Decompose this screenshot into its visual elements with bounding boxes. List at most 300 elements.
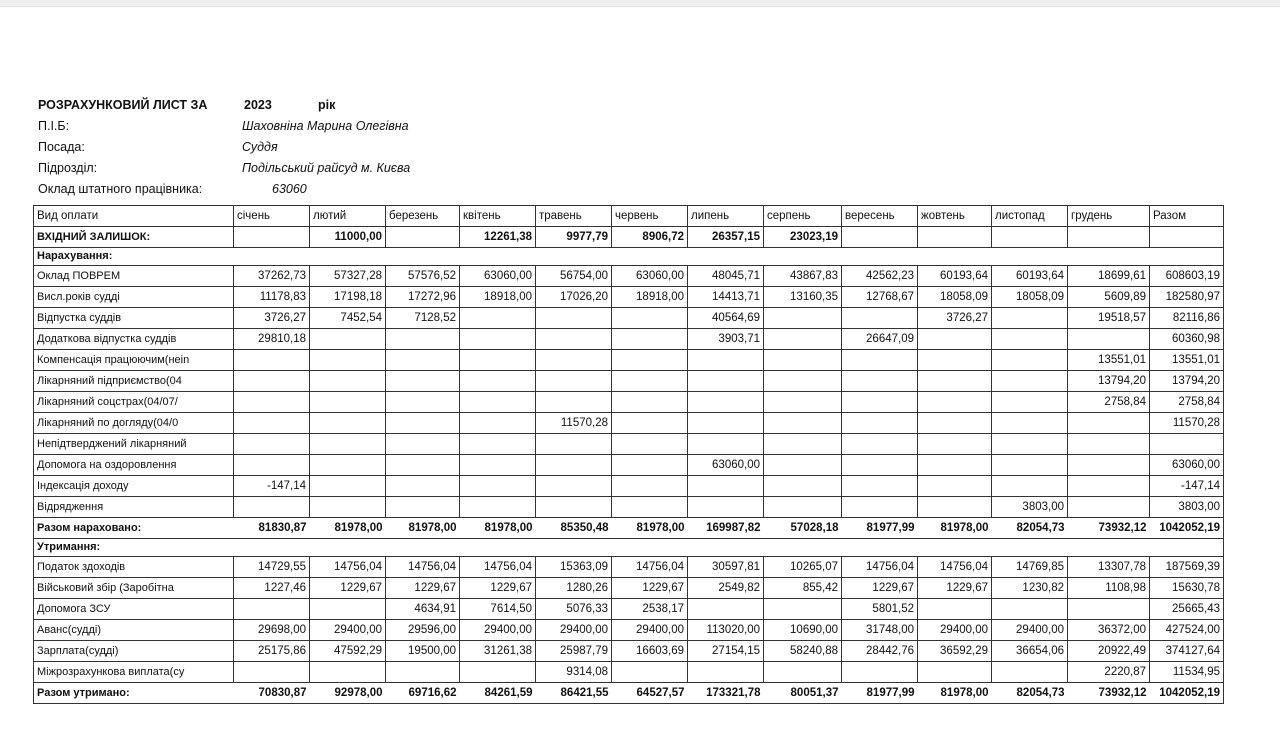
table-cell	[992, 371, 1068, 392]
table-cell	[764, 476, 842, 497]
table-cell: 73932,12	[1068, 518, 1150, 539]
table-cell	[842, 227, 918, 248]
table-cell	[992, 350, 1068, 371]
table-cell	[842, 497, 918, 518]
table-cell	[460, 434, 536, 455]
column-header: жовтень	[918, 206, 992, 227]
table-cell	[536, 350, 612, 371]
table-cell	[1150, 434, 1224, 455]
table-cell	[842, 350, 918, 371]
table-cell: 14756,04	[612, 557, 688, 578]
table-cell: 70830,87	[234, 683, 310, 704]
table-cell	[688, 248, 764, 266]
table-cell	[310, 329, 386, 350]
table-cell: 29400,00	[612, 620, 688, 641]
table-cell	[688, 476, 764, 497]
table-cell: 4634,91	[386, 599, 460, 620]
field-department	[38, 161, 738, 182]
table-cell: 14756,04	[918, 557, 992, 578]
table-cell	[688, 371, 764, 392]
table-cell: 81830,87	[234, 518, 310, 539]
table-cell: 13307,78	[1068, 557, 1150, 578]
table-cell	[992, 413, 1068, 434]
table-cell	[1068, 248, 1150, 266]
table-cell	[688, 497, 764, 518]
table-cell	[386, 248, 460, 266]
table-cell	[310, 371, 386, 392]
table-cell: 169987,82	[688, 518, 764, 539]
table-cell: -147,14	[1150, 476, 1224, 497]
row-label: Індексація доходу	[34, 476, 234, 497]
table-cell	[234, 662, 310, 683]
table-cell	[536, 308, 612, 329]
table-cell: 82054,73	[992, 683, 1068, 704]
title-row	[38, 98, 738, 119]
column-header: березень	[386, 206, 460, 227]
table-cell	[386, 434, 460, 455]
table-cell: 86421,55	[536, 683, 612, 704]
table-cell: 15363,09	[536, 557, 612, 578]
table-cell	[842, 392, 918, 413]
table-cell: 30597,81	[688, 557, 764, 578]
table-cell	[460, 350, 536, 371]
table-cell: 25665,43	[1150, 599, 1224, 620]
table-cell	[386, 497, 460, 518]
table-cell: 173321,78	[688, 683, 764, 704]
table-cell	[918, 662, 992, 683]
table-cell	[992, 455, 1068, 476]
table-cell	[764, 329, 842, 350]
table-cell: 63060,00	[460, 266, 536, 287]
table-cell: 14769,85	[992, 557, 1068, 578]
table-cell: 1229,67	[386, 578, 460, 599]
row-label: Податок здоходів	[34, 557, 234, 578]
table-cell: 11570,28	[1150, 413, 1224, 434]
table-cell: 12261,38	[460, 227, 536, 248]
column-header: лютий	[310, 206, 386, 227]
table-cell: 81978,00	[612, 518, 688, 539]
table-cell	[842, 662, 918, 683]
table-cell	[1068, 434, 1150, 455]
field-name	[38, 119, 738, 140]
table-cell	[612, 350, 688, 371]
document-year-suffix: рік	[318, 98, 336, 112]
table-cell: 1042052,19	[1150, 518, 1224, 539]
table-cell	[918, 539, 992, 557]
table-cell	[688, 350, 764, 371]
table-cell	[918, 455, 992, 476]
table-cell: 182580,97	[1150, 287, 1224, 308]
field-position	[38, 140, 738, 161]
table-cell	[386, 539, 460, 557]
table-cell: 7452,54	[310, 308, 386, 329]
table-cell	[386, 476, 460, 497]
column-header-payment-type: Вид оплати	[34, 206, 234, 227]
table-cell: 11534,95	[1150, 662, 1224, 683]
section-deductions	[34, 539, 1224, 557]
row-label: Додаткова відпустка суддів	[34, 329, 234, 350]
table-cell	[918, 227, 992, 248]
table-cell: 3803,00	[992, 497, 1068, 518]
table-cell	[688, 413, 764, 434]
document-title: РОЗРАХУНКОВИЙ ЛИСТ ЗА	[38, 98, 208, 112]
table-row	[34, 371, 1224, 392]
table-cell	[918, 392, 992, 413]
table-row	[34, 497, 1224, 518]
table-row	[34, 557, 1224, 578]
table-cell: 31261,38	[460, 641, 536, 662]
table-cell	[1068, 539, 1150, 557]
row-label: Допомога на оздоровлення	[34, 455, 234, 476]
table-cell: 58240,88	[764, 641, 842, 662]
table-cell	[992, 434, 1068, 455]
table-cell	[612, 371, 688, 392]
table-cell: 3903,71	[688, 329, 764, 350]
field-label: Посада:	[38, 140, 85, 154]
table-cell: 18058,09	[992, 287, 1068, 308]
table-cell: 13160,35	[764, 287, 842, 308]
field-value: Суддя	[242, 140, 278, 154]
table-cell: 608603,19	[1150, 266, 1224, 287]
table-cell	[460, 392, 536, 413]
row-label: Компенсація працюючим(нein	[34, 350, 234, 371]
table-cell: 60193,64	[992, 266, 1068, 287]
row-label: Разом утримано:	[34, 683, 234, 704]
column-header: серпень	[764, 206, 842, 227]
table-cell: 57576,52	[386, 266, 460, 287]
table-row	[34, 476, 1224, 497]
table-row	[34, 662, 1224, 683]
row-label: Міжрозрахункова виплата(су	[34, 662, 234, 683]
table-cell: 113020,00	[688, 620, 764, 641]
table-cell	[764, 350, 842, 371]
table-cell: 81978,00	[460, 518, 536, 539]
table-cell	[612, 308, 688, 329]
column-header: травень	[536, 206, 612, 227]
table-cell: 18058,09	[918, 287, 992, 308]
table-cell: 11570,28	[536, 413, 612, 434]
table-cell: 12768,67	[842, 287, 918, 308]
table-cell	[764, 413, 842, 434]
table-cell	[612, 248, 688, 266]
table-cell	[234, 539, 310, 557]
table-cell	[310, 539, 386, 557]
table-cell	[992, 329, 1068, 350]
section-label: Утримання:	[34, 539, 234, 557]
table-cell: 2220,87	[1068, 662, 1150, 683]
table-cell	[612, 434, 688, 455]
table-cell: 855,42	[764, 578, 842, 599]
table-cell	[918, 350, 992, 371]
table-cell: 92978,00	[310, 683, 386, 704]
table-cell: 1229,67	[918, 578, 992, 599]
table-cell: 3803,00	[1150, 497, 1224, 518]
table-row	[34, 392, 1224, 413]
table-cell: 42562,23	[842, 266, 918, 287]
table-cell: 374127,64	[1150, 641, 1224, 662]
table-cell: 5609,89	[1068, 287, 1150, 308]
table-cell: 3726,27	[234, 308, 310, 329]
field-value: Шаховніна Марина Олегівна	[242, 119, 409, 133]
table-cell	[460, 248, 536, 266]
table-row	[34, 413, 1224, 434]
table-cell: 13551,01	[1068, 350, 1150, 371]
table-cell	[764, 455, 842, 476]
table-cell: 1108,98	[1068, 578, 1150, 599]
table-cell: 14756,04	[386, 557, 460, 578]
table-cell	[536, 539, 612, 557]
table-cell	[992, 308, 1068, 329]
table-cell	[460, 371, 536, 392]
table-cell	[918, 248, 992, 266]
table-cell	[234, 455, 310, 476]
table-cell	[234, 497, 310, 518]
table-cell: 57327,28	[310, 266, 386, 287]
column-header: Разом	[1150, 206, 1224, 227]
table-cell: 1280,26	[536, 578, 612, 599]
table-cell	[764, 434, 842, 455]
table-cell: 13794,20	[1068, 371, 1150, 392]
table-cell: 15630,78	[1150, 578, 1224, 599]
accrued-total-row	[34, 518, 1224, 539]
table-cell: 19500,00	[386, 641, 460, 662]
table-cell	[992, 662, 1068, 683]
table-cell: 57028,18	[764, 518, 842, 539]
table-cell	[764, 539, 842, 557]
table-cell: 82054,73	[992, 518, 1068, 539]
row-label: Непідтверджений лікарняний	[34, 434, 234, 455]
table-cell	[234, 227, 310, 248]
table-cell	[612, 329, 688, 350]
table-cell	[386, 227, 460, 248]
table-cell	[460, 413, 536, 434]
table-cell: 187569,39	[1150, 557, 1224, 578]
table-cell: 29400,00	[536, 620, 612, 641]
table-cell: 81978,00	[918, 683, 992, 704]
row-label: Висл.років судді	[34, 287, 234, 308]
table-cell: 47592,29	[310, 641, 386, 662]
field-label: П.І.Б:	[38, 119, 70, 133]
table-row	[34, 599, 1224, 620]
table-cell: 85350,48	[536, 518, 612, 539]
table-cell: -147,14	[234, 476, 310, 497]
table-cell	[688, 539, 764, 557]
row-label: Зарплата(судді)	[34, 641, 234, 662]
table-cell	[918, 476, 992, 497]
table-cell: 1229,67	[310, 578, 386, 599]
table-cell	[612, 392, 688, 413]
table-cell: 29400,00	[918, 620, 992, 641]
table-row	[34, 308, 1224, 329]
table-cell: 56754,00	[536, 266, 612, 287]
table-cell	[1068, 599, 1150, 620]
row-label: Лікарняний по догляду(04/0	[34, 413, 234, 434]
row-label: Допомога ЗСУ	[34, 599, 234, 620]
table-cell	[310, 599, 386, 620]
table-cell: 26357,15	[688, 227, 764, 248]
table-cell: 14756,04	[460, 557, 536, 578]
column-header: січень	[234, 206, 310, 227]
table-cell	[764, 392, 842, 413]
table-cell: 18918,00	[612, 287, 688, 308]
table-cell	[536, 392, 612, 413]
column-header: липень	[688, 206, 764, 227]
table-cell	[310, 413, 386, 434]
table-cell: 36592,29	[918, 641, 992, 662]
column-header: вересень	[842, 206, 918, 227]
column-header: листопад	[992, 206, 1068, 227]
table-cell: 36372,00	[1068, 620, 1150, 641]
table-cell	[386, 329, 460, 350]
table-cell: 7614,50	[460, 599, 536, 620]
table-cell: 13794,20	[1150, 371, 1224, 392]
table-cell: 10265,07	[764, 557, 842, 578]
table-cell: 2758,84	[1068, 392, 1150, 413]
column-header: червень	[612, 206, 688, 227]
row-label: ВХІДНИЙ ЗАЛИШОК:	[34, 227, 234, 248]
table-cell: 14413,71	[688, 287, 764, 308]
table-cell	[992, 476, 1068, 497]
table-cell	[386, 371, 460, 392]
table-cell	[234, 413, 310, 434]
table-cell: 25175,86	[234, 641, 310, 662]
table-cell	[1150, 248, 1224, 266]
table-cell: 84261,59	[460, 683, 536, 704]
table-cell: 9314,08	[536, 662, 612, 683]
row-label: Відпустка суддів	[34, 308, 234, 329]
table-cell	[1068, 476, 1150, 497]
table-cell	[310, 350, 386, 371]
opening-balance-row	[34, 227, 1224, 248]
row-label: Лікарняний підприємство(04	[34, 371, 234, 392]
table-cell: 29596,00	[386, 620, 460, 641]
table-cell: 29400,00	[460, 620, 536, 641]
field-value: Подільський райсуд м. Києва	[242, 161, 411, 175]
table-cell: 81977,99	[842, 683, 918, 704]
table-cell	[918, 599, 992, 620]
table-cell	[992, 227, 1068, 248]
table-cell: 27154,15	[688, 641, 764, 662]
table-cell: 17198,18	[310, 287, 386, 308]
table-row	[34, 620, 1224, 641]
document-header	[38, 98, 738, 203]
table-cell: 18699,61	[1068, 266, 1150, 287]
table-cell	[764, 248, 842, 266]
table-cell	[386, 455, 460, 476]
table-cell	[688, 434, 764, 455]
table-cell: 9977,79	[536, 227, 612, 248]
table-cell: 64527,57	[612, 683, 688, 704]
table-cell	[612, 476, 688, 497]
table-cell: 1229,67	[612, 578, 688, 599]
table-cell	[234, 434, 310, 455]
table-cell	[918, 497, 992, 518]
table-cell	[842, 539, 918, 557]
table-cell: 11178,83	[234, 287, 310, 308]
document-year: 2023	[244, 98, 272, 112]
table-cell	[612, 413, 688, 434]
table-cell: 48045,71	[688, 266, 764, 287]
table-cell	[842, 248, 918, 266]
table-cell: 60360,98	[1150, 329, 1224, 350]
table-cell: 36654,06	[992, 641, 1068, 662]
table-cell: 2549,82	[688, 578, 764, 599]
table-cell	[460, 476, 536, 497]
table-cell	[536, 434, 612, 455]
table-row	[34, 266, 1224, 287]
table-cell: 81977,99	[842, 518, 918, 539]
table-cell	[764, 371, 842, 392]
table-cell: 81978,00	[310, 518, 386, 539]
table-cell	[536, 497, 612, 518]
table-cell: 1229,67	[842, 578, 918, 599]
table-cell: 63060,00	[1150, 455, 1224, 476]
table-cell: 10690,00	[764, 620, 842, 641]
table-cell	[918, 329, 992, 350]
table-cell: 69716,62	[386, 683, 460, 704]
table-cell	[764, 662, 842, 683]
table-cell: 63060,00	[612, 266, 688, 287]
table-cell	[310, 662, 386, 683]
table-cell: 43867,83	[764, 266, 842, 287]
row-label: Оклад ПОВРЕМ	[34, 266, 234, 287]
table-cell: 63060,00	[688, 455, 764, 476]
table-cell	[1068, 455, 1150, 476]
table-cell: 5076,33	[536, 599, 612, 620]
table-cell	[460, 455, 536, 476]
row-label: Відрядження	[34, 497, 234, 518]
table-cell	[842, 434, 918, 455]
table-row	[34, 329, 1224, 350]
table-cell: 40564,69	[688, 308, 764, 329]
table-cell	[992, 539, 1068, 557]
table-cell	[386, 662, 460, 683]
top-shade	[0, 0, 1280, 7]
row-label: Аванс(судді)	[34, 620, 234, 641]
table-cell	[310, 248, 386, 266]
table-cell	[1068, 497, 1150, 518]
table-cell: 81978,00	[386, 518, 460, 539]
table-cell	[460, 497, 536, 518]
table-cell: 17272,96	[386, 287, 460, 308]
table-cell: 2758,84	[1150, 392, 1224, 413]
row-label: Разом нараховано:	[34, 518, 234, 539]
table-cell: 14756,04	[310, 557, 386, 578]
table-cell: 80051,37	[764, 683, 842, 704]
table-row	[34, 578, 1224, 599]
table-cell	[992, 599, 1068, 620]
table-cell: 1230,82	[992, 578, 1068, 599]
table-cell: 14756,04	[842, 557, 918, 578]
table-cell: 1227,46	[234, 578, 310, 599]
table-cell	[536, 371, 612, 392]
section-label: Нарахування:	[34, 248, 234, 266]
table-header-row	[34, 206, 1224, 227]
table-cell	[386, 350, 460, 371]
table-cell: 18918,00	[460, 287, 536, 308]
table-cell: 8906,72	[612, 227, 688, 248]
table-cell	[386, 413, 460, 434]
table-row	[34, 455, 1224, 476]
field-label: Оклад штатного працівника:	[38, 182, 203, 196]
table-cell: 29698,00	[234, 620, 310, 641]
table-cell: 13551,01	[1150, 350, 1224, 371]
table-cell	[234, 248, 310, 266]
table-cell: 3726,27	[918, 308, 992, 329]
table-cell	[234, 350, 310, 371]
table-cell	[460, 539, 536, 557]
table-cell	[918, 371, 992, 392]
